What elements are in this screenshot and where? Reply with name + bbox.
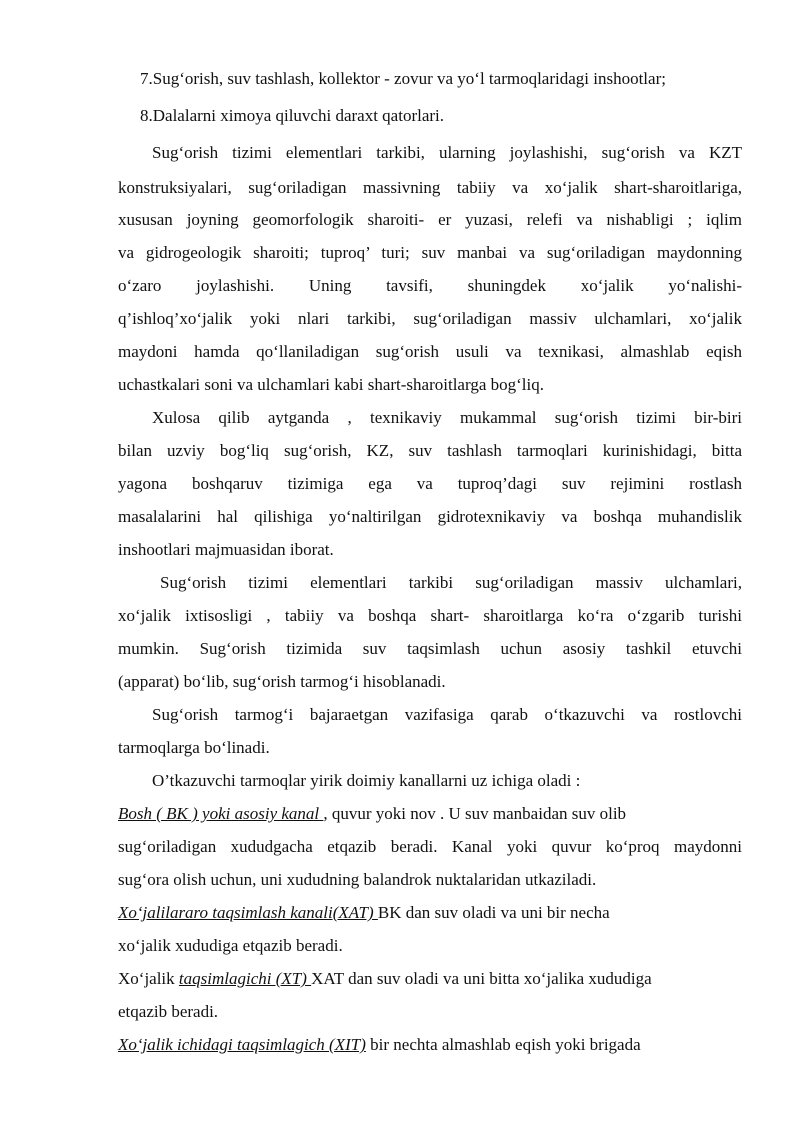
text-line: tarmoqlarga bo‘linadi. xyxy=(118,738,270,757)
text-line: q’ishloq’xo‘jalik yoki nlari tarkibi, sug‘oriladigan massiv ulchamlari, xo‘jalik xyxy=(118,309,742,328)
text-line: inshootlari majmuasidan iborat. xyxy=(118,540,334,559)
text-line: xo‘jalik xududiga etqazib beradi. xyxy=(118,936,343,955)
text-line: va gidrogeologik sharoiti; tuproq’ turi; suv manbai va sug‘oriladigan maydonning xyxy=(118,243,742,262)
text-line: 8.Dalalarni ximoya qiluvchi daraxt qatorlari. xyxy=(140,106,445,125)
text-line: masalalarini hal qilishiga yo‘naltirilgan gidrotexnikaviy va boshqa muhandislik xyxy=(118,507,742,526)
text-line xyxy=(118,903,742,923)
text-line: bilan uzviy bog‘liq sug‘orish, KZ, suv tashlash tarmoqlari kurinishidagi, bitta xyxy=(118,441,742,460)
text-line: sug‘oriladigan xududgacha etqazib beradi. Kanal yoki quvur ko‘proq maydonni xyxy=(118,837,742,856)
text-line: (apparat) bo‘lib, sug‘orish tarmog‘i hisoblanadi. xyxy=(118,672,446,691)
term-underlined: Bosh ( BK ) yoki asosiy kanal xyxy=(118,804,324,823)
text-line: xo‘jalik ixtisosligi , tabiiy va boshqa shart- sharoitlarga ko‘ra o‘zgarib turishi xyxy=(118,606,742,625)
text-span: Xo‘jalik xyxy=(118,969,179,988)
text-line xyxy=(118,804,742,824)
text-line: Sug‘orish tizimi elementlari tarkibi, ularning joylashishi, sug‘orish va KZT xyxy=(152,143,742,162)
term-underlined: taqsimlagichi (XT) xyxy=(178,969,312,988)
text-line: Sug‘orish tizimi elementlari tarkibi sug‘oriladigan massiv ulchamlari, xyxy=(160,573,742,592)
text-line: Sug‘orish tarmog‘i bajaraetgan vazifasiga qarab o‘tkazuvchi va rostlovchi xyxy=(152,705,742,724)
term-underlined: Xo‘jalik ichidagi taqsimlagich (XIT) xyxy=(118,1035,366,1054)
text-span: BK dan suv oladi va uni bir necha xyxy=(377,903,610,922)
text-line: uchastkalari soni va ulchamlari kabi shart-sharoitlarga bog‘liq. xyxy=(118,375,544,394)
text-line: o‘zaro joylashishi. Uning tavsifi, shuningdek xo‘jalik yo‘nalishi- xyxy=(118,276,742,295)
text-line: 7.Sug‘orish, suv tashlash, kollektor - zovur va yo‘l tarmoqlaridagi inshootlar; xyxy=(140,69,666,88)
text-span: , quvur yoki nov . U suv manbaidan suv olib xyxy=(323,804,627,823)
text-line: xususan joyning geomorfologik sharoiti- er yuzasi, relefi va nishabligi ; iqlim xyxy=(118,210,742,229)
text-line xyxy=(118,1035,742,1055)
text-line: maydoni hamda qo‘llaniladigan sug‘orish usuli va texnikasi, almashlab eqish xyxy=(118,342,742,361)
text-line: konstruksiyalari, sug‘oriladigan massivning tabiiy va xo‘jalik shart-sharoitlariga, xyxy=(118,178,742,197)
term-underlined: Xo‘jalilararo taqsimlash kanali(XAT) xyxy=(118,903,378,922)
text-span: bir nechta almashlab eqish yoki brigada xyxy=(365,1035,641,1054)
text-line xyxy=(118,969,742,989)
text-line: sug‘ora olish uchun, uni xududning balandrok nuktalaridan utkaziladi. xyxy=(118,870,597,889)
text-span: XAT dan suv oladi va uni bitta xo‘jalika xududiga xyxy=(311,969,652,988)
text-line: O’tkazuvchi tarmoqlar yirik doimiy kanallarni uz ichiga oladi : xyxy=(152,771,581,790)
text-line: Xulosa qilib aytganda , texnikaviy mukammal sug‘orish tizimi bir-biri xyxy=(152,408,742,427)
text-line: etqazib beradi. xyxy=(118,1002,219,1021)
text-line: yagona boshqaruv tizimiga ega va tuproq’dagi suv rejimini rostlash xyxy=(118,474,742,493)
text-line: mumkin. Sug‘orish tizimida suv taqsimlash uchun asosiy tashkil etuvchi xyxy=(118,639,742,658)
